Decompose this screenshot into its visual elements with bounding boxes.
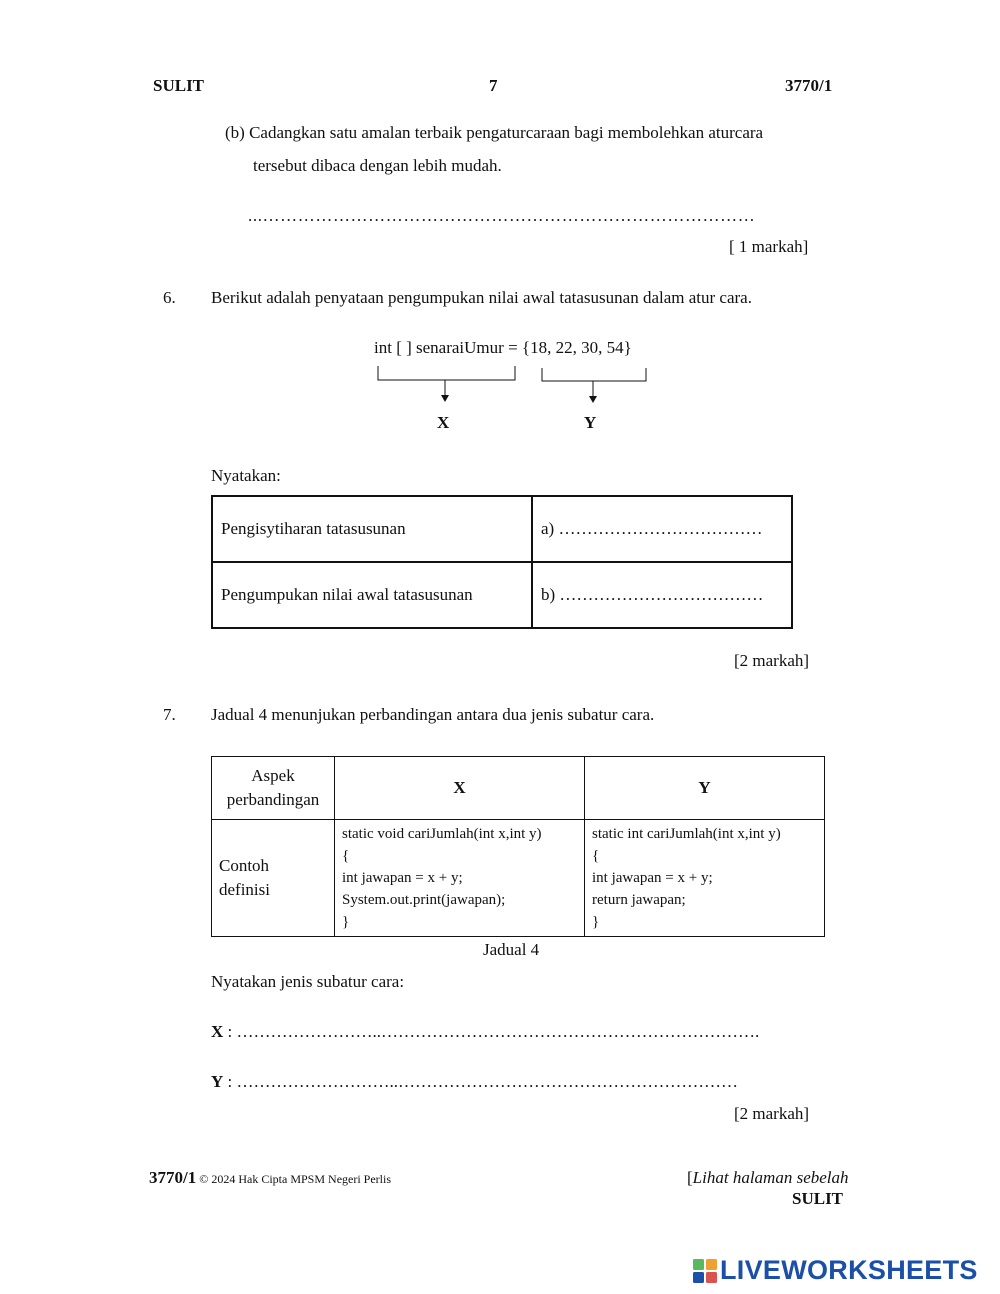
q6-row-label: Pengumpukan nilai awal tatasusunan — [212, 562, 532, 628]
q6-marks: [2 markah] — [734, 651, 810, 670]
q7-answer-x[interactable]: ……………………..…………………………………………………………. — [236, 1022, 760, 1041]
q7-answer-y[interactable]: ………………………..…………………………………………………… — [236, 1072, 739, 1091]
code-x — [335, 820, 585, 937]
footer-bracket: [ — [687, 1168, 693, 1187]
q6-number: 6. — [163, 288, 176, 307]
q6-bracket-diagram — [370, 362, 660, 407]
liveworksheets-logo-icon — [693, 1259, 717, 1283]
q6-answer-b[interactable]: b) ……………………………… — [532, 562, 792, 628]
code-line: return jawapan; — [592, 892, 686, 908]
q7-y-separator: : — [223, 1072, 237, 1091]
code-line: int jawapan = x + y; — [342, 870, 463, 886]
liveworksheets-logo-text: LIVEWORKSHEETS — [720, 1255, 978, 1285]
table-row — [212, 820, 825, 937]
code-line: int jawapan = x + y; — [592, 870, 713, 886]
q6-label-y: Y — [584, 413, 597, 432]
footer-copyright: © 2024 Hak Cipta MPSM Negeri Perlis — [196, 1172, 392, 1186]
table-row — [212, 562, 792, 628]
code-line: static int cariJumlah(int x,int y) — [592, 826, 781, 842]
q5b-text-line2: tersebut dibaca dengan lebih mudah. — [253, 156, 502, 175]
code-y — [585, 820, 825, 937]
row-label-line1: Contoh — [219, 856, 270, 875]
header-col-x: X — [335, 757, 585, 820]
q7-y-label: Y — [211, 1072, 224, 1091]
q6-answer-a[interactable]: a) ……………………………… — [532, 496, 792, 562]
header-sulit: SULIT — [153, 76, 205, 95]
q6-instruction: Nyatakan: — [211, 466, 281, 485]
q6-label-x: X — [437, 413, 450, 432]
code-line: } — [342, 914, 350, 930]
header-paper-code: 3770/1 — [785, 76, 833, 95]
q7-table-caption: Jadual 4 — [483, 940, 540, 959]
row-label — [212, 820, 335, 937]
q7-answer-y-row — [211, 1072, 738, 1092]
code-line: System.out.print(jawapan); — [342, 892, 506, 908]
code-line: static void cariJumlah(int x,int y) — [342, 826, 542, 842]
q7-text: Jadual 4 menunjukan perbandingan antara dua jenis subatur cara. — [211, 705, 655, 724]
table-row — [212, 496, 792, 562]
q5b-marks: [ 1 markah] — [729, 237, 809, 256]
q7-marks: [2 markah] — [734, 1104, 810, 1123]
q6-row-label: Pengisytiharan tatasusunan — [212, 496, 532, 562]
q6-text: Berikut adalah penyataan pengumpukan nilai awal tatasusunan dalam atur cara. — [211, 288, 752, 307]
q7-comparison-table — [211, 756, 825, 937]
header-aspect-line2: perbandingan — [226, 790, 320, 809]
q6-answer-table — [211, 495, 793, 629]
q7-number: 7. — [163, 705, 176, 724]
header-col-y: Y — [585, 757, 825, 820]
arrow-x-head — [441, 395, 449, 402]
q7-instruction: Nyatakan jenis subatur cara: — [211, 972, 405, 991]
row-label-line2: definisi — [219, 880, 270, 899]
footer-next-page — [687, 1168, 849, 1188]
q5b-text-line1: (b) Cadangkan satu amalan terbaik pengaturcaraan bagi membolehkan aturcara — [225, 123, 764, 142]
bracket-y — [542, 368, 646, 397]
header-aspect-line1: Aspek — [251, 766, 295, 785]
footer-paper-code: 3770/1 — [149, 1168, 197, 1187]
code-line: { — [592, 848, 600, 864]
arrow-y-head — [589, 396, 597, 403]
table-header-row — [212, 757, 825, 820]
footer-sulit: SULIT — [792, 1189, 844, 1208]
page-number: 7 — [489, 76, 498, 95]
q7-answer-x-row — [211, 1022, 759, 1042]
q7-x-label: X — [211, 1022, 224, 1041]
q6-code-statement: int [ ] senaraiUmur = {18, 22, 30, 54} — [374, 338, 632, 357]
bracket-x — [378, 366, 515, 396]
footer-left — [149, 1168, 391, 1188]
footer-next-page-text: Lihat halaman sebelah — [692, 1168, 849, 1187]
code-line: } — [592, 914, 600, 930]
q7-x-separator: : — [223, 1022, 237, 1041]
q5b-answer-line[interactable]: ...………………………………………………………………………… — [248, 206, 756, 225]
liveworksheets-logo[interactable] — [693, 1255, 978, 1286]
code-line: { — [342, 848, 350, 864]
header-aspect — [212, 757, 335, 820]
